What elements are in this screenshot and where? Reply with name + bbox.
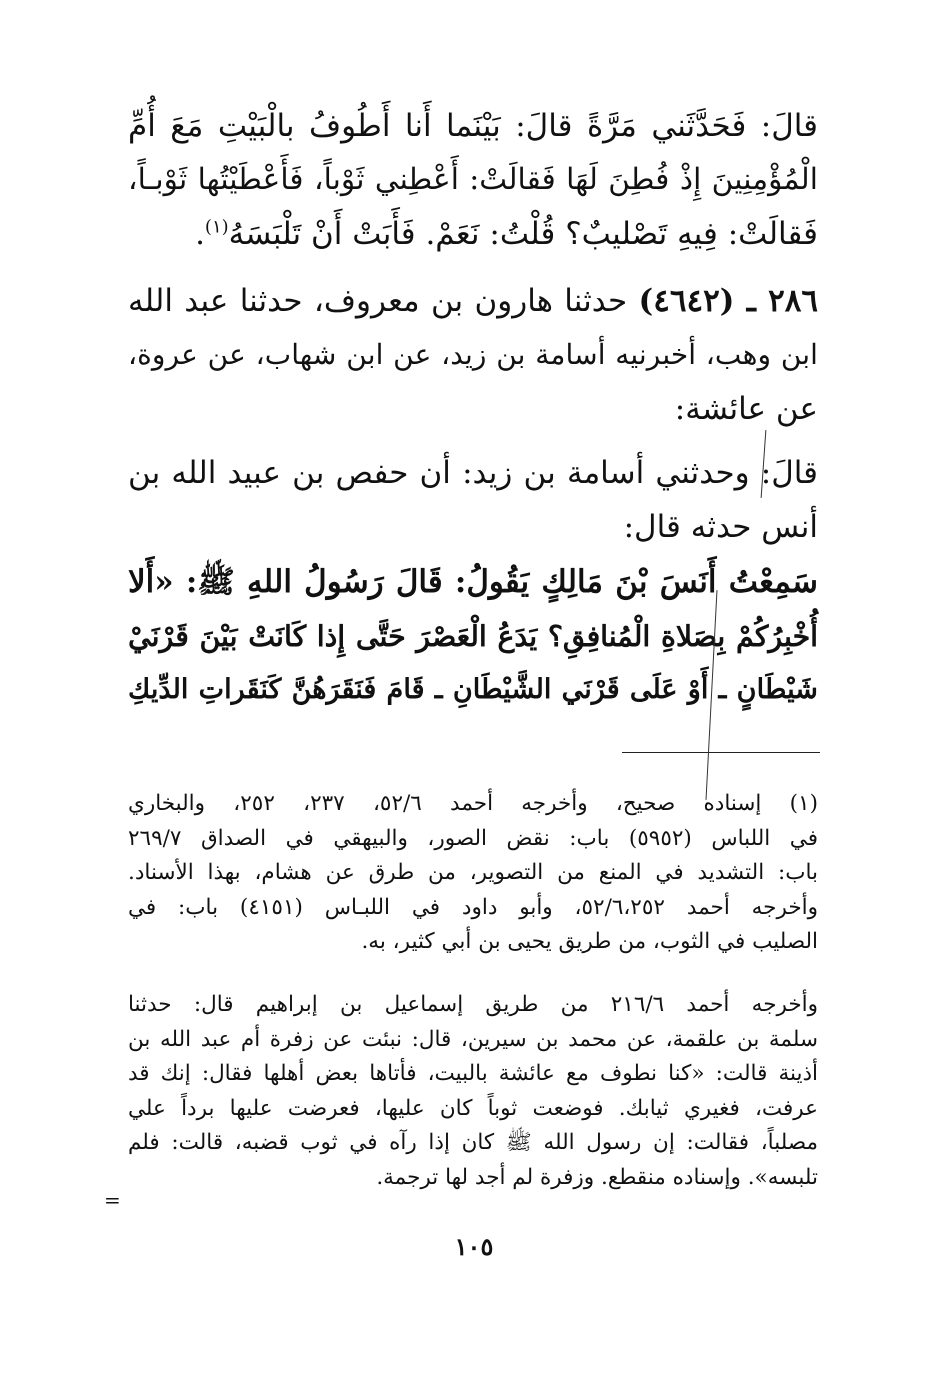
text-line: في اللباس (٥٩٥٢) باب: نقض الصور، والبيهقي في الصداق ٢٦٩/٧: [128, 825, 818, 851]
hadith-285-ending: [128, 99, 818, 261]
text-line: [128, 274, 818, 328]
hadith-286-isnad: [128, 274, 818, 436]
text-line: [128, 207, 818, 261]
text-line: أنس حدثه قال:: [623, 509, 818, 545]
text-segment: فَقالَتْ: فِيهِ تَصْليبٌ؟ قُلْتُ: نَعَمْ. فَأَبَتْ أَنْ تَلْبَسَهُ: [228, 216, 818, 252]
text-line: الصليب في الثوب، من طريق يحيى بن أبي كثير، به.: [361, 929, 818, 954]
page-number: ١٠٥: [454, 1232, 494, 1261]
end-punctuation: .: [195, 216, 205, 252]
hadith-286-second-isnad: [128, 446, 818, 554]
text-line: وأخرجه أحمد ٥٢/٦،٢٥٢، وأبو داود في اللبـاس (٤١٥١) باب: في: [128, 894, 818, 920]
text-line: أذينة قالت: «كنا نطوف مع عائشة بالبيت، فأتاها بعض أهلها فقال: إنك قد: [128, 1061, 818, 1086]
text-line: باب: التشديد في المنع من التصوير، من طرق عن هشام، بهذا الأسناد.: [128, 860, 818, 885]
text-line: مصلباً، فقالت: إن رسول الله ﷺ كان إذا رآه في ثوب قضبه، قالت: فلم: [128, 1130, 818, 1155]
text-line: سلمة بن علقمة، عن محمد بن سيرين، قال: نبئت عن زفرة أم عبد الله بن: [128, 1026, 818, 1052]
text-line: عن عائشة:: [674, 391, 818, 427]
text-segment: حدثنا هارون بن معروف، حدثنا عبد الله: [128, 283, 628, 319]
text-line: أُخْبِرُكُمْ بِصَلاةِ الْمُنافِقِ؟ يَدَعُ الْعَصْرَ حَتَّى إِذا كَانَتْ بَيْنَ قَرْنَيْ: [128, 619, 818, 653]
text-line: تلبسه». وإسناده منقطع. وزفرة لم أجد لها ترجمة.: [376, 1164, 818, 1190]
footnote-1: [128, 787, 818, 960]
text-line: شَيْطَانٍ ـ أَوْ عَلَى قَرْنَي الشَّيْطَانِ ـ قَامَ فَنَقَرَهُنَّ كَنَقَراتِ الدِّيكِ: [128, 674, 818, 705]
text-line: عرفت، فغيري ثيابك. فوضعت ثوباً كان عليها، فعرضت عليها برداً علي: [128, 1095, 818, 1121]
footnote-continuation: [128, 988, 818, 1195]
text-line: سَمِعْتُ أَنَسَ بْنَ مَالِكٍ يَقُولُ: قَالَ رَسُولُ اللهِ ﷺ: «أَلا: [128, 564, 818, 600]
text-line: وأخرجه أحمد ٢١٦/٦ من طريق إسماعيل بن إبراهيم قال: حدثنا: [128, 992, 818, 1017]
footnote-marker: (١): [204, 216, 229, 238]
text-line: (١) إسناده صحيح، وأخرجه أحمد ٥٢/٦، ٢٣٧، ٢٥٢، والبخاري: [128, 791, 818, 816]
continuation-mark: =: [104, 1188, 121, 1212]
text-line: قالَ: وحدثني أسامة بن زيد: أن حفص بن عبيد الله بن: [128, 455, 818, 491]
text-line: الْمُؤْمِنِينَ إِذْ فُطِنَ لَهَا فَقالَتْ: أَعْطِني ثَوْباً، فَأَعْطَيْتُها ثَوْبـاً،: [128, 162, 818, 197]
footnote-separator: [622, 752, 820, 753]
text-line: ابن وهب، أخبرنيه أسامة بن زيد، عن ابن شهاب، عن عروة،: [128, 338, 818, 371]
text-line: قالَ: فَحَدَّثَني مَرَّةً قالَ: بَيْنَما أَنا أَطُوفُ بالْبَيْتِ مَعَ أُمِّ: [128, 108, 818, 144]
hadith-number: ٢٨٦ ـ (٤٦٤٢): [638, 283, 819, 319]
